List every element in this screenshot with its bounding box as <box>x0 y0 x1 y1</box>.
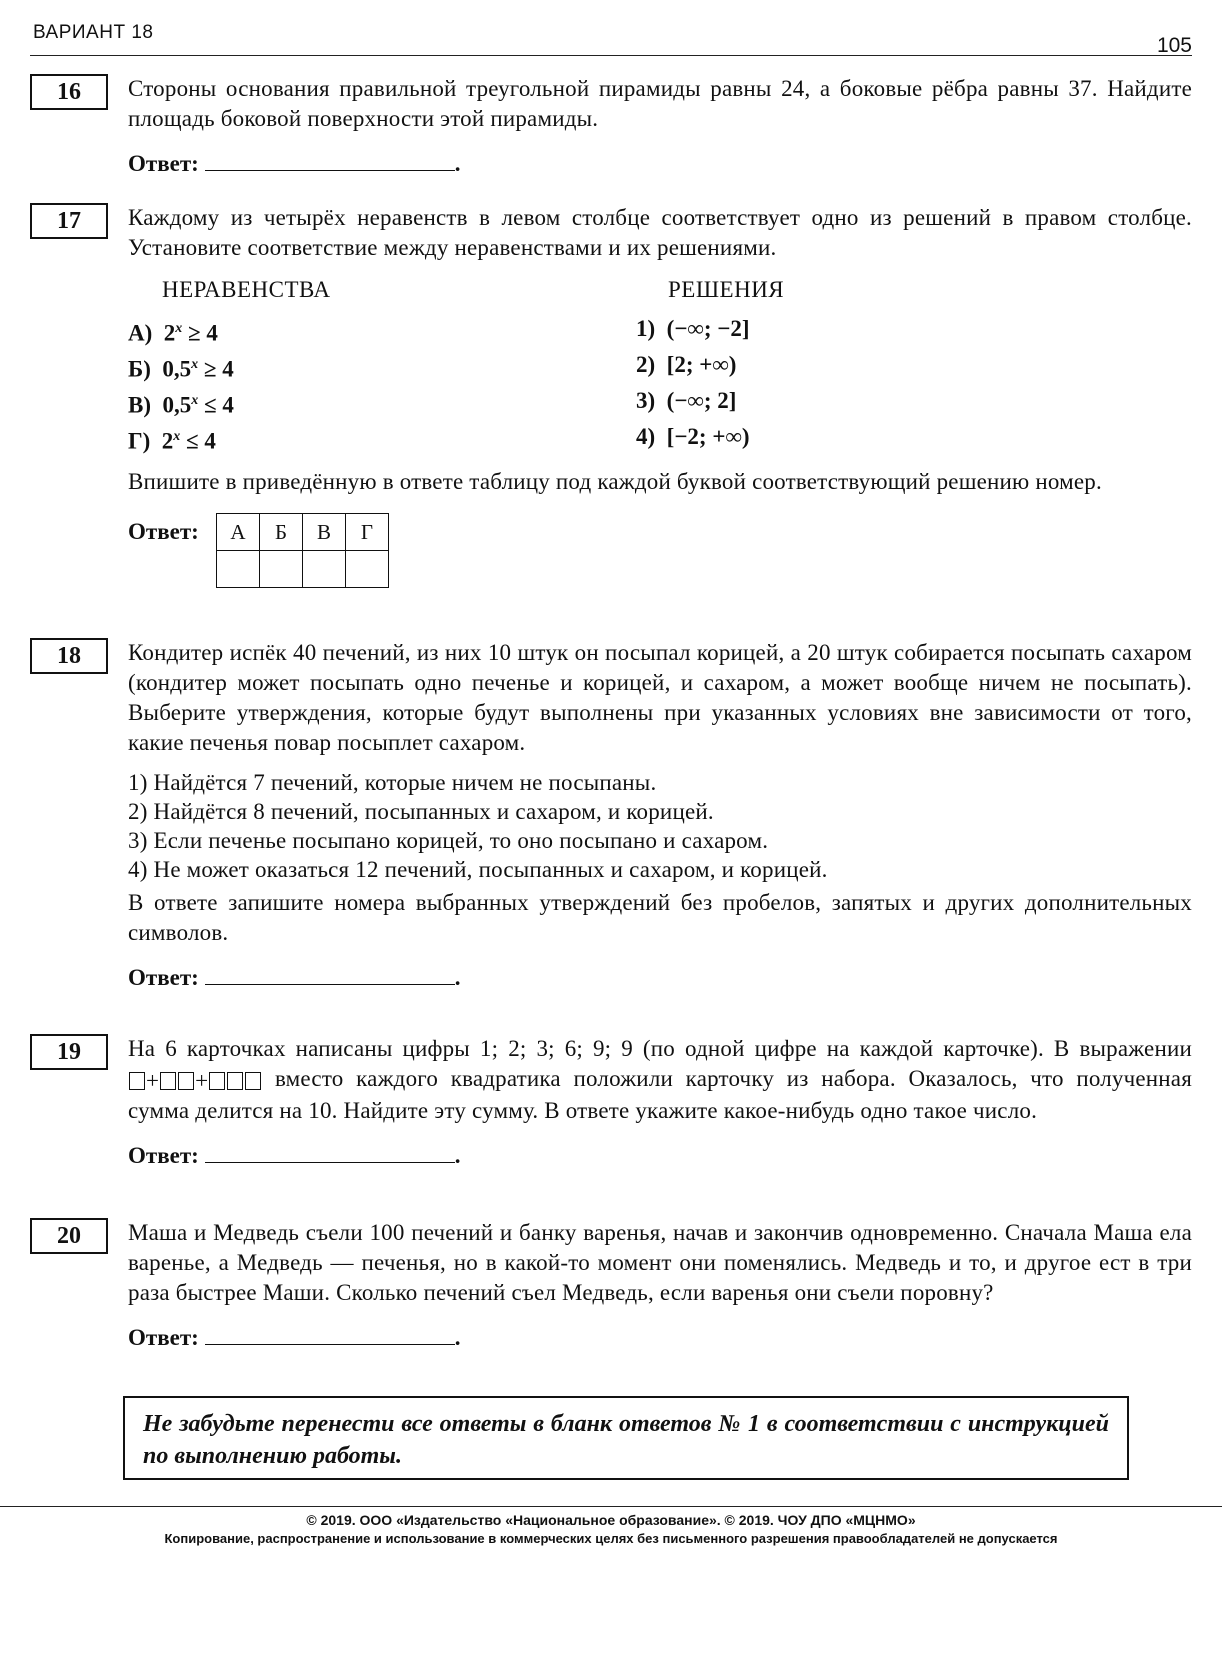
task-number-16: 16 <box>30 74 108 110</box>
solution-2: 2) [2; +∞) <box>636 352 737 377</box>
answer-label: Ответ: <box>128 519 199 544</box>
answer-cell-v[interactable] <box>303 551 346 588</box>
solutions-heading: РЕШЕНИЯ <box>668 277 785 302</box>
page-number: 105 <box>1156 34 1192 57</box>
answer-label: Ответ: <box>128 151 199 176</box>
solution-1: 1) (−∞; −2] <box>636 316 750 341</box>
task-20-text: Маша и Медведь съели 100 печений и банку варенья, начав и закончив одновременно. Сначала Маша ела варенье, а Медведь — печенья, но в какой-то момент они поменялись. Медведь и то, и другое ест в три раза быстрее Маши. Сколько печений съел Медведь, если варенья они съели поровну? <box>128 1220 1192 1305</box>
task-20 <box>30 1218 1192 1352</box>
task-17-text: Каждому из четырёх неравенств в левом столбце соответствует одно из решений в правом столбце. Установите соответствие между неравенствами и их решениями. <box>128 205 1192 260</box>
task-16-text: Стороны основания правильной треугольной пирамиды равны 24, а боковые рёбра равны 37. Найдите площадь боковой поверхности этой пирамиды. <box>128 76 1192 131</box>
answer-label: Ответ: <box>128 1325 199 1350</box>
table-header-v: В <box>303 514 346 551</box>
answer-20: Ответ: . <box>128 1322 1192 1352</box>
footer-divider <box>0 1506 1222 1507</box>
statement-2: 2) Найдётся 8 печений, посыпанных и сахаром, и корицей. <box>128 799 714 824</box>
statement-1: 1) Найдётся 7 печений, которые ничем не посыпаны. <box>128 770 657 795</box>
answer-17-table <box>216 513 389 588</box>
inequalities-column <box>128 277 588 455</box>
table-header-a: А <box>217 514 260 551</box>
inequalities-heading: НЕРАВЕНСТВА <box>162 277 331 302</box>
task-18-instruction: В ответе запишите номера выбранных утверждений без пробелов, запятых и других дополнительных символов. <box>128 890 1192 945</box>
inequality-v: В) 0,5$^x$ ≤ 4 <box>128 392 234 418</box>
footer-notice: Копирование, распространение и использование в коммерческих целях без письменного разрешения правообладателей не допускается <box>164 1531 1058 1546</box>
task-18 <box>30 638 1192 992</box>
task-number-18: 18 <box>30 638 108 674</box>
task-number-20: 20 <box>30 1218 108 1254</box>
inequality-b: Б) 0,5$^x$ ≥ 4 <box>128 356 234 382</box>
answer-label: Ответ: <box>128 965 199 990</box>
answer-19: Ответ: . <box>128 1140 1192 1170</box>
task-19-text: На 6 карточках написаны цифры 1; 2; 3; 6; 9; 9 (по одной цифре на каждой карточке). В выражении + + вместо каждого квадратика положили карточку из набора. Оказалось, что полученная сумма делится на 10. Найдите эту сумму. В ответе укажите какое-нибудь одно такое число. <box>128 1036 1192 1123</box>
task-18-text: Кондитер испёк 40 печений, из них 10 штук он посыпал корицей, а 20 штук собирается посыпать сахаром (кондитер может посыпать одно печенье и корицей, и сахаром, а может вообще ничем не посыпать). Выберите утверждения, которые будут выполнены при указанных условиях вне зависимости от того, какие печенья повар посыплет сахаром. <box>128 640 1192 755</box>
matching-columns <box>128 277 1192 461</box>
answer-cell-a[interactable] <box>217 551 260 588</box>
task-number-19: 19 <box>30 1034 108 1070</box>
answer-cell-g[interactable] <box>346 551 389 588</box>
statement-4: 4) Не может оказаться 12 печений, посыпанных и сахаром, и корицей. <box>128 857 828 882</box>
variant-title: ВАРИАНТ 18 <box>33 22 154 43</box>
task-16 <box>30 74 1192 178</box>
task-19 <box>30 1034 1192 1170</box>
footer-copyright: © 2019. ООО «Издательство «Национальное образование». © 2019. ЧОУ ДПО «МЦНМО» <box>306 1512 916 1528</box>
answer-16: Ответ: . <box>128 148 1192 178</box>
answer-18-line[interactable] <box>205 962 455 985</box>
inequality-g: Г) 2$^x$ ≤ 4 <box>128 428 216 454</box>
answer-17 <box>128 513 1192 588</box>
reminder-box: Не забудьте перенести все ответы в бланк ответов № 1 в соответствии с инструкцией по выполнению работы. <box>123 1396 1129 1480</box>
answer-16-line[interactable] <box>205 148 455 171</box>
table-header-g: Г <box>346 514 389 551</box>
answer-19-line[interactable] <box>205 1140 455 1163</box>
answer-label: Ответ: <box>128 1142 199 1168</box>
table-header-b: Б <box>260 514 303 551</box>
statements-list <box>128 768 1192 884</box>
task-number-17: 17 <box>30 203 108 239</box>
task-17-instruction: Впишите в приведённую в ответе таблицу под каждой буквой соответствующий решению номер. <box>128 469 1102 494</box>
solutions-column <box>636 277 1036 455</box>
answer-20-line[interactable] <box>205 1322 455 1345</box>
solution-4: 4) [−2; +∞) <box>636 424 750 449</box>
answer-18: Ответ: . <box>128 962 1192 992</box>
inequality-a: А) 2$^x$ ≥ 4 <box>128 320 218 346</box>
task-17 <box>30 203 1192 588</box>
answer-cell-b[interactable] <box>260 551 303 588</box>
expression-boxes: + + <box>128 1066 262 1096</box>
header-divider <box>30 55 1192 56</box>
solution-3: 3) (−∞; 2] <box>636 388 737 413</box>
statement-3: 3) Если печенье посыпано корицей, то оно посыпано и сахаром. <box>128 828 769 853</box>
